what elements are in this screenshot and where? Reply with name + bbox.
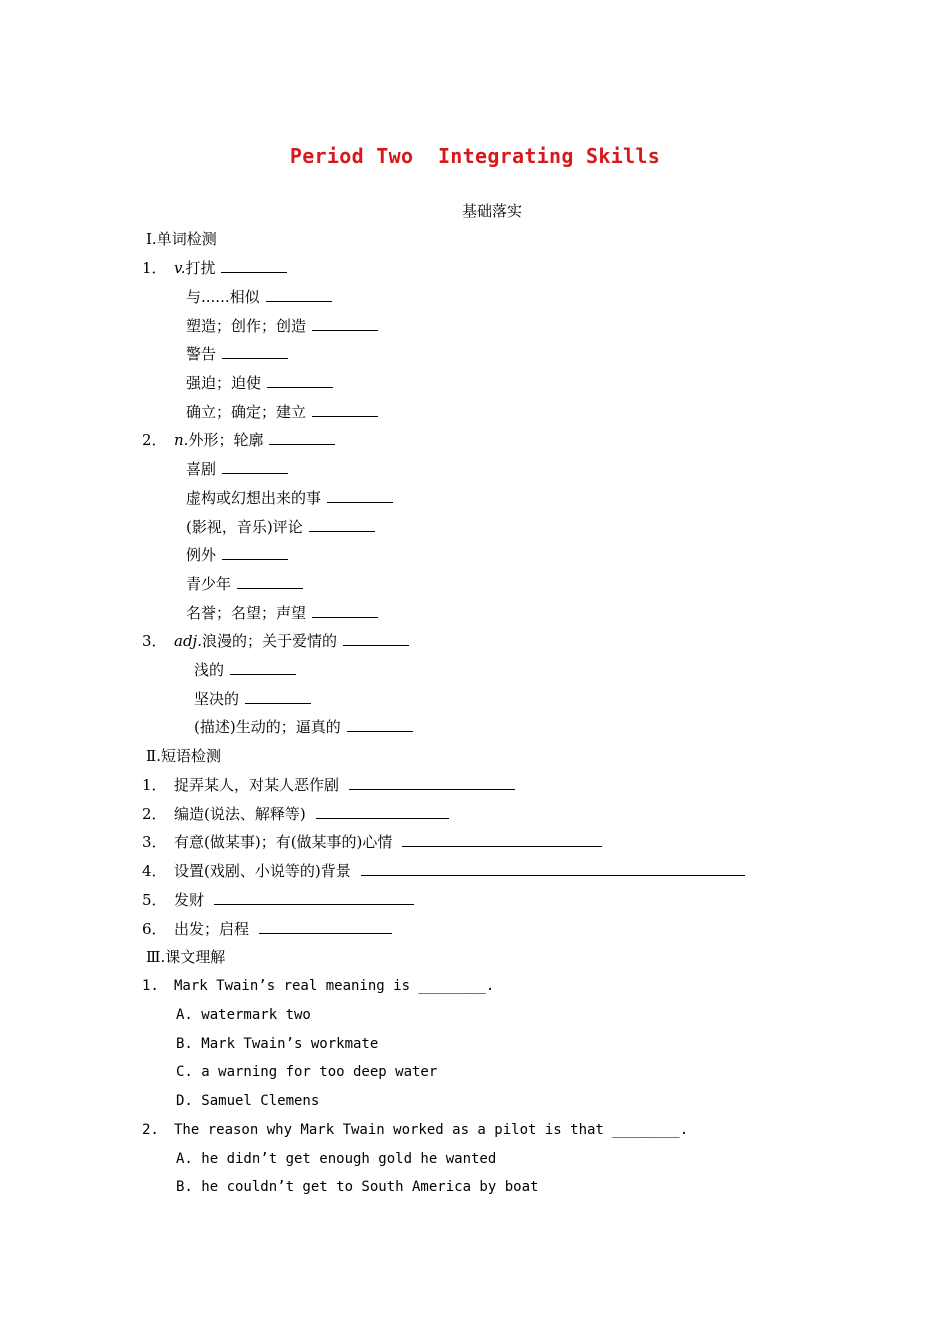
word-item: 确立；确定；建立 — [186, 402, 378, 422]
word-item: 3． adj.浪漫的；关于爱情的 — [142, 631, 409, 651]
option-item[interactable]: A. watermark two — [176, 1007, 311, 1023]
word-item: 1． v.打扰 — [142, 258, 287, 278]
section-heading-words: Ⅰ.单词检测 — [146, 230, 217, 248]
phrase-item: 3． 有意(做某事)；有(做某事的)心情 — [142, 832, 602, 852]
phrase-item: 4． 设置(戏剧、小说等的)背景 — [142, 861, 745, 881]
phrase-item: 6． 出发；启程 — [142, 919, 392, 939]
section-heading-comprehension: Ⅲ.课文理解 — [146, 948, 226, 966]
answer-blank[interactable] — [361, 861, 745, 876]
answer-blank[interactable] — [347, 717, 413, 732]
question-stem: 2. The reason why Mark Twain worked as a pilot is that ________. — [142, 1122, 689, 1138]
question-stem: 1. Mark Twain’s real meaning is ________. — [142, 978, 495, 994]
answer-blank[interactable] — [214, 890, 414, 905]
option-item[interactable]: B. Mark Twain’s workmate — [176, 1036, 379, 1052]
answer-blank[interactable] — [269, 430, 335, 445]
answer-blank[interactable] — [312, 603, 378, 618]
answer-blank[interactable] — [222, 459, 288, 474]
answer-blank[interactable] — [312, 316, 378, 331]
option-item[interactable]: C. a warning for too deep water — [176, 1064, 438, 1080]
answer-blank[interactable] — [316, 804, 449, 819]
word-item: 青少年 — [186, 574, 303, 594]
word-item: (影视，音乐)评论 — [186, 517, 375, 537]
answer-blank[interactable] — [230, 660, 296, 675]
word-item: 虚构或幻想出来的事 — [186, 488, 393, 508]
word-item: 名誉；名望；声望 — [186, 603, 378, 623]
answer-blank[interactable] — [266, 287, 332, 302]
answer-blank[interactable] — [222, 545, 288, 560]
word-item: 警告 — [186, 344, 288, 364]
section-heading-phrases: Ⅱ.短语检测 — [146, 747, 221, 765]
word-item: (描述)生动的；逼真的 — [194, 717, 413, 737]
option-item[interactable]: A. he didn’t get enough gold he wanted — [176, 1151, 497, 1167]
answer-blank[interactable] — [349, 775, 515, 790]
option-item[interactable]: D. Samuel Clemens — [176, 1093, 320, 1109]
answer-blank[interactable] — [327, 488, 393, 503]
answer-blank[interactable] — [312, 402, 378, 417]
section-subtitle: 基础落实 — [461, 202, 522, 220]
word-item: 浅的 — [194, 660, 296, 680]
answer-blank[interactable] — [222, 344, 288, 359]
answer-blank[interactable] — [245, 689, 311, 704]
phrase-item: 2． 编造(说法、解释等) — [142, 804, 449, 824]
word-item: 塑造；创作；创造 — [186, 316, 378, 336]
answer-blank[interactable] — [259, 919, 392, 934]
phrase-item: 1． 捉弄某人，对某人恶作剧 — [142, 775, 515, 795]
answer-blank[interactable] — [402, 832, 602, 847]
page-title: Period Two Integrating Skills — [289, 144, 661, 168]
answer-blank[interactable] — [343, 631, 409, 646]
answer-blank[interactable] — [221, 258, 287, 273]
word-item: 强迫；迫使 — [186, 373, 333, 393]
word-item: 坚决的 — [194, 689, 311, 709]
word-item: 与......相似 — [186, 287, 332, 307]
word-item: 2． n.外形；轮廓 — [142, 430, 335, 450]
option-item[interactable]: B. he couldn’t get to South America by boat — [176, 1179, 539, 1195]
word-item: 例外 — [186, 545, 288, 565]
answer-blank[interactable] — [309, 517, 375, 532]
answer-blank[interactable] — [237, 574, 303, 589]
answer-blank[interactable] — [267, 373, 333, 388]
word-item: 喜剧 — [186, 459, 288, 479]
phrase-item: 5． 发财 — [142, 890, 414, 910]
